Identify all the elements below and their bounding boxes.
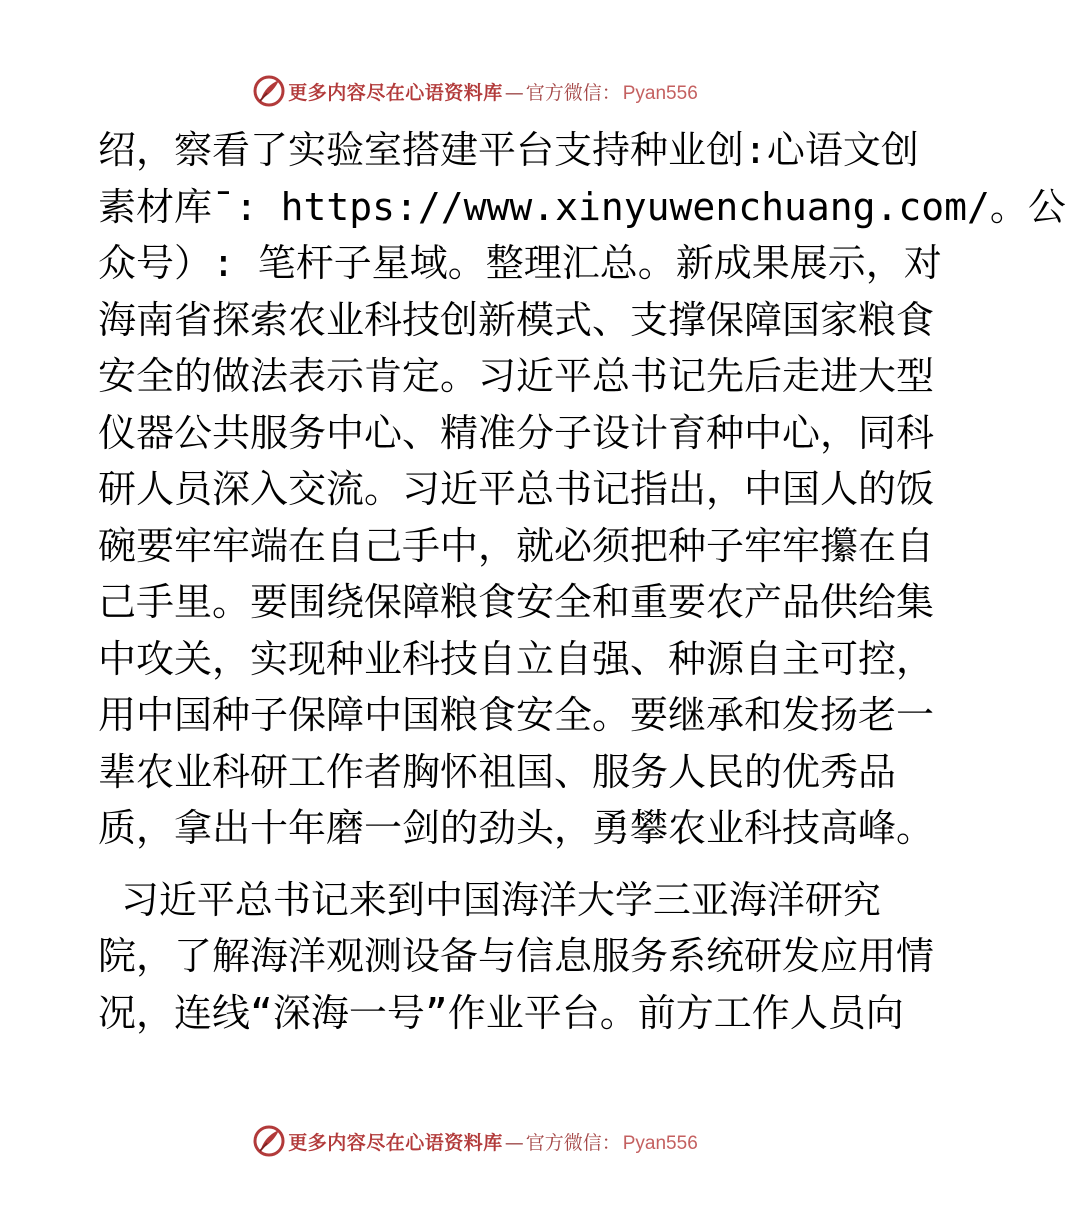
header-banner: [0, 71, 950, 111]
document-body: [98, 122, 1066, 1041]
banner-main-text: 更多内容尽在心语资料库: [288, 1131, 503, 1154]
banner-wechat-label: 官方微信：: [525, 81, 621, 104]
text-line: 辈农业科研工作者胸怀祖国、服务人民的优秀品: [98, 749, 897, 794]
text-line: 研人员深入交流。习近平总书记指出，中国人的饭: [98, 467, 935, 511]
footer-banner-text: [288, 1128, 698, 1155]
footer-banner: [0, 1121, 950, 1161]
text-line: 仪器公共服务中心、精准分子设计育种中心，同科: [98, 410, 935, 455]
text-line: 安全的做法表示肯定。习近平总书记先后走进大型: [98, 354, 935, 398]
text-line: 用中国种子保障中国粮食安全。要继承和发扬老一: [98, 693, 935, 737]
banner-main-text: 更多内容尽在心语资料库: [288, 81, 503, 104]
feather-pen-logo-icon: [252, 74, 286, 108]
feather-pen-logo-icon: [252, 1124, 286, 1158]
text-line: 海南省探索农业科技创新模式、支撑保障国家粮食: [98, 297, 935, 342]
text-line: 素材库¯: https://www.xinyuwenchuang.com/。公: [98, 184, 1066, 229]
banner-wechat-label: 官方微信：: [525, 1131, 621, 1154]
paragraph: [98, 872, 935, 1042]
banner-wechat-id: Pyan556: [622, 82, 698, 104]
banner-dash: —: [504, 1131, 524, 1154]
text-line: 质，拿出十年磨一剑的劲头，勇攀农业科技高峰。: [98, 806, 935, 850]
text-line: 况，连线“深海一号”作业平台。前方工作人员向: [98, 990, 904, 1035]
text-line: 碗要牢牢端在自己手中，就必须把种子牢牢攥在自: [98, 523, 935, 568]
paragraph: [98, 122, 1066, 857]
header-banner-text: [288, 78, 698, 105]
text-line: 中攻关，实现种业科技自立自强、种源自主可控，: [98, 636, 935, 681]
text-line: 众号）: 笔杆子星域。整理汇总。新成果展示，对: [98, 241, 942, 285]
text-line: 己手里。要围绕保障粮食安全和重要农产品供给集: [98, 580, 935, 624]
text-line: 院，了解海洋观测设备与信息服务系统研发应用情: [98, 934, 935, 978]
banner-wechat-id: Pyan556: [622, 1132, 698, 1154]
text-line: 习近平总书记来到中国海洋大学三亚海洋研究: [98, 877, 881, 922]
text-line: 绍，察看了实验室搭建平台支持种业创:心语文创: [98, 128, 919, 172]
banner-dash: —: [504, 81, 524, 104]
